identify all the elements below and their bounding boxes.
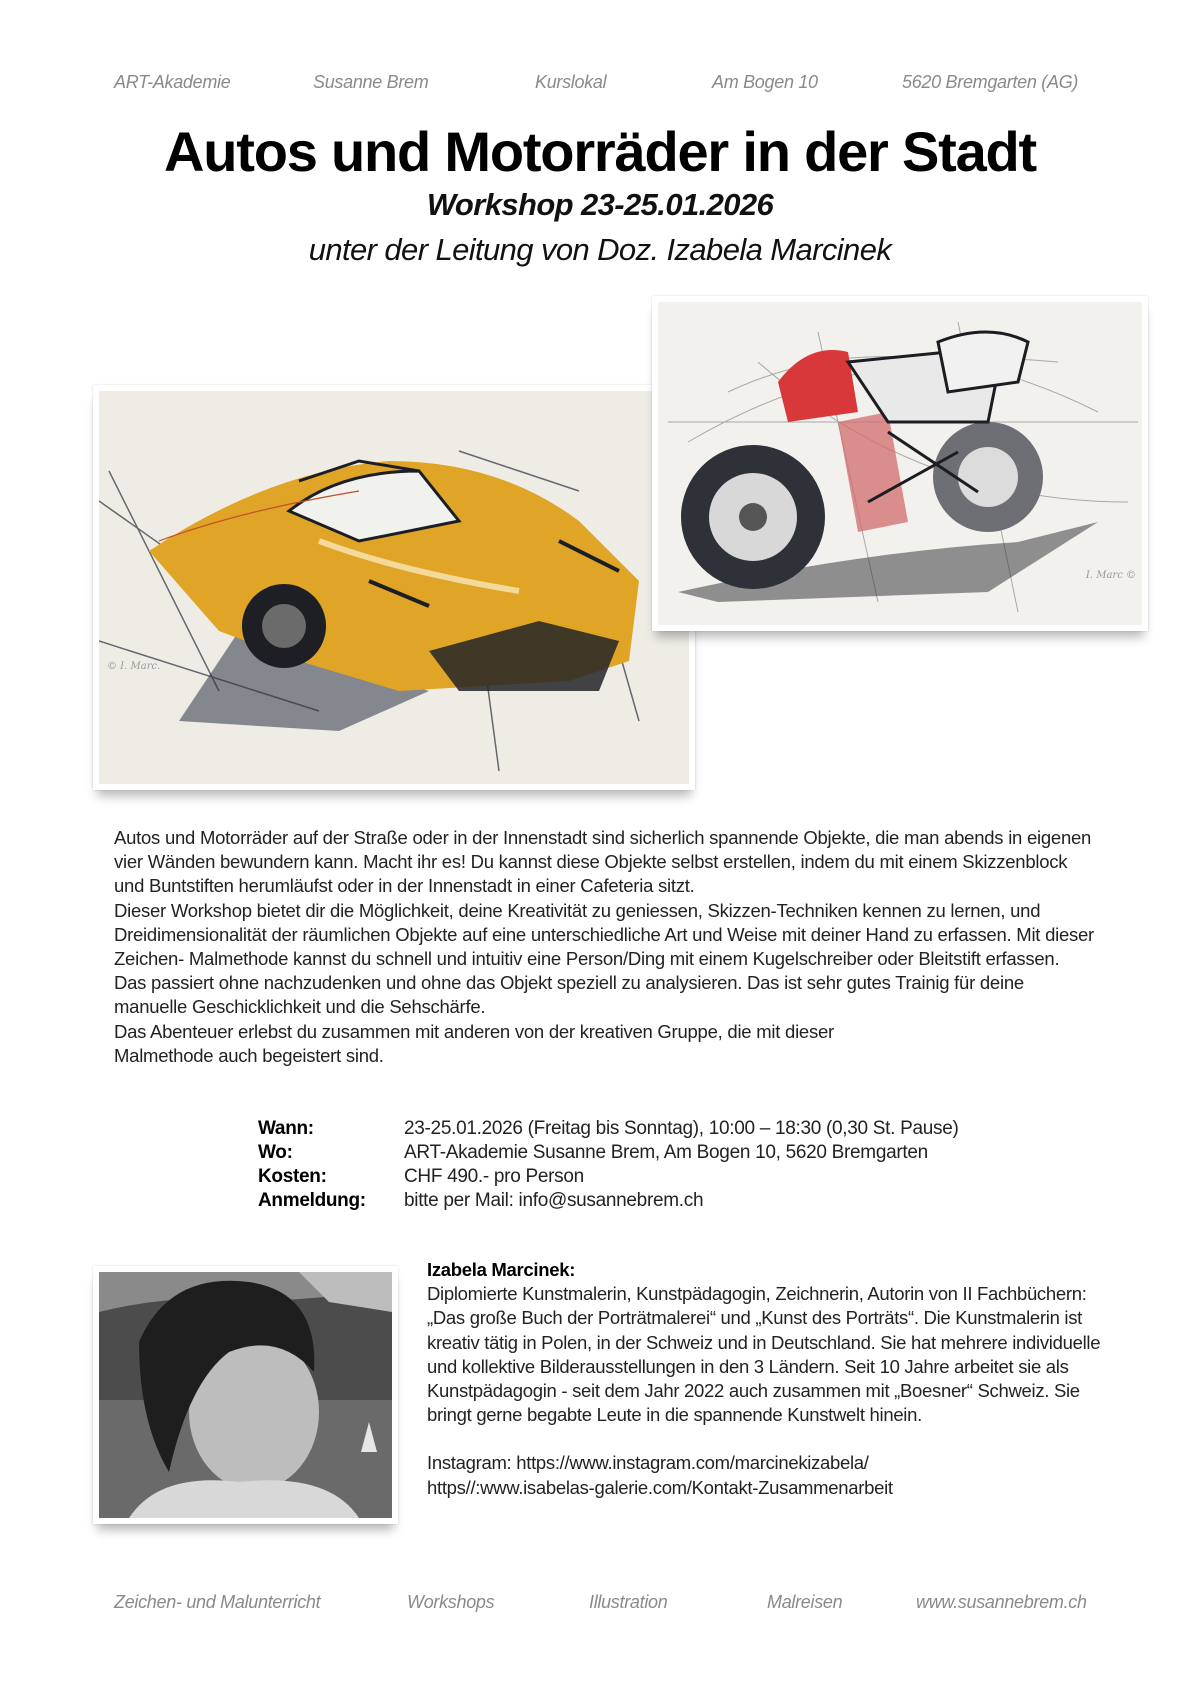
instagram-link[interactable]: Instagram: https://www.instagram.com/marcinekizabela/ (427, 1452, 869, 1474)
info-value: CHF 490.- pro Person (404, 1166, 584, 1187)
info-value: 23-25.01.2026 (Freitag bis Sonntag), 10:00 – 18:30 (0,30 St. Pause) (404, 1118, 959, 1139)
info-value[interactable]: bitte per Mail: info@susannebrem.ch (404, 1190, 704, 1211)
header-item-name: Susanne Brem (313, 72, 429, 92)
workshop-date: Workshop 23-25.01.2026 (426, 187, 774, 222)
motorcycle-sketch-icon (658, 302, 1142, 625)
footer-item-workshops: Workshops (407, 1592, 495, 1612)
description-paragraph: Dieser Workshop bietet dir die Möglichkeit, deine Kreativität zu geniessen, Skizzen-Techniken kennen zu lernen, und Dreidimensionalität der räumlichen Objekte auf eine unterschiedliche Art und Weise mit deiner Hand zu erfassen. Mit dieser Zeichen- Malmethode kannst du schnell und intuitiv eine Person/Ding mit einem Kugelschreiber oder Bleitstift erfassen. Das passiert ohne nachzudenken und ohne das Objekt speziell zu analysieren. Das ist sehr gutes Trainig für deine manuelle Geschicklichkeit und die Sehschärfe. (114, 899, 1094, 1018)
info-label: Kosten: (258, 1166, 327, 1187)
portrait-photo-icon (99, 1272, 392, 1518)
footer-item-lessons: Zeichen- und Malunterricht (114, 1592, 321, 1612)
header-item-venue: Kurslokal (535, 72, 607, 92)
info-row-cost (258, 1165, 959, 1189)
motorcycle-watermark: I. Marc © (1085, 570, 1136, 581)
footer-item-travel: Malreisen (767, 1592, 843, 1612)
page-title: Autos und Motorräder in der Stadt (164, 120, 1036, 183)
workshop-info (258, 1117, 959, 1213)
workshop-description (114, 826, 1094, 1068)
info-label: Wo: (258, 1142, 293, 1163)
car-sketch-image (93, 385, 695, 790)
info-label: Anmeldung: (258, 1190, 366, 1211)
info-value: ART-Akademie Susanne Brem, Am Bogen 10, 5620 Bremgarten (404, 1142, 928, 1163)
instructor-line: unter der Leitung von Doz. Izabela Marcinek (308, 232, 892, 267)
info-row-where (258, 1141, 959, 1165)
motorcycle-sketch-image (652, 296, 1148, 631)
info-row-registration (258, 1189, 959, 1213)
header-item-academy: ART-Akademie (114, 72, 231, 92)
footer-item-illustration: Illustration (589, 1592, 668, 1612)
description-paragraph: Autos und Motorräder auf der Straße oder in der Innenstadt sind sicherlich spannende Objekte, die man abends in eigenen vier Wänden bewundern kann. Macht ihr es! Du kannst diese Objekte selbst erstellen, indem du mit einem Skizzenblock und Buntstiften herumläufst oder in der Innenstadt in einer Cafeteria sitzt. (114, 827, 1092, 897)
info-row-when (258, 1117, 959, 1141)
bio-name: Izabela Marcinek: (427, 1259, 576, 1280)
info-label: Wann: (258, 1118, 314, 1139)
instructor-bio (427, 1258, 1107, 1500)
website-link[interactable]: https//:www.isabelas-galerie.com/Kontakt-Zusammenarbeit (427, 1476, 893, 1498)
footer-item-website[interactable]: www.susannebrem.ch (916, 1592, 1087, 1612)
header-item-street: Am Bogen 10 (712, 72, 818, 92)
description-paragraph: Das Abenteuer erlebst du zusammen mit anderen von der kreativen Gruppe, die mit dieser Malmethode auch begeistert sind. (114, 1020, 834, 1066)
car-watermark: © I. Marc. (107, 661, 161, 672)
header-item-city: 5620 Bremgarten (AG) (902, 72, 1079, 92)
instructor-portrait (93, 1266, 398, 1524)
car-sketch-icon (99, 391, 689, 784)
bio-text: Diplomierte Kunstmalerin, Kunstpädagogin, Zeichnerin, Autorin von II Fachbüchern: „Das große Buch der Porträtmalerei“ und „Kunst des Porträts“. Die Kunstmalerin ist kreativ tätig in Polen, in der Schweiz und in Deutschland. Sie hat mehrere individuelle und kollektive Bilderausstellungen in den 3 Ländern. Seit 10 Jahre arbeitet sie als Kunstpädagogin - seit dem Jahr 2022 auch zusammen mit „Boesner“ Schweiz. Sie bringt gerne begabte Leute in die spannende Kunstwelt hinein. (427, 1283, 1101, 1426)
